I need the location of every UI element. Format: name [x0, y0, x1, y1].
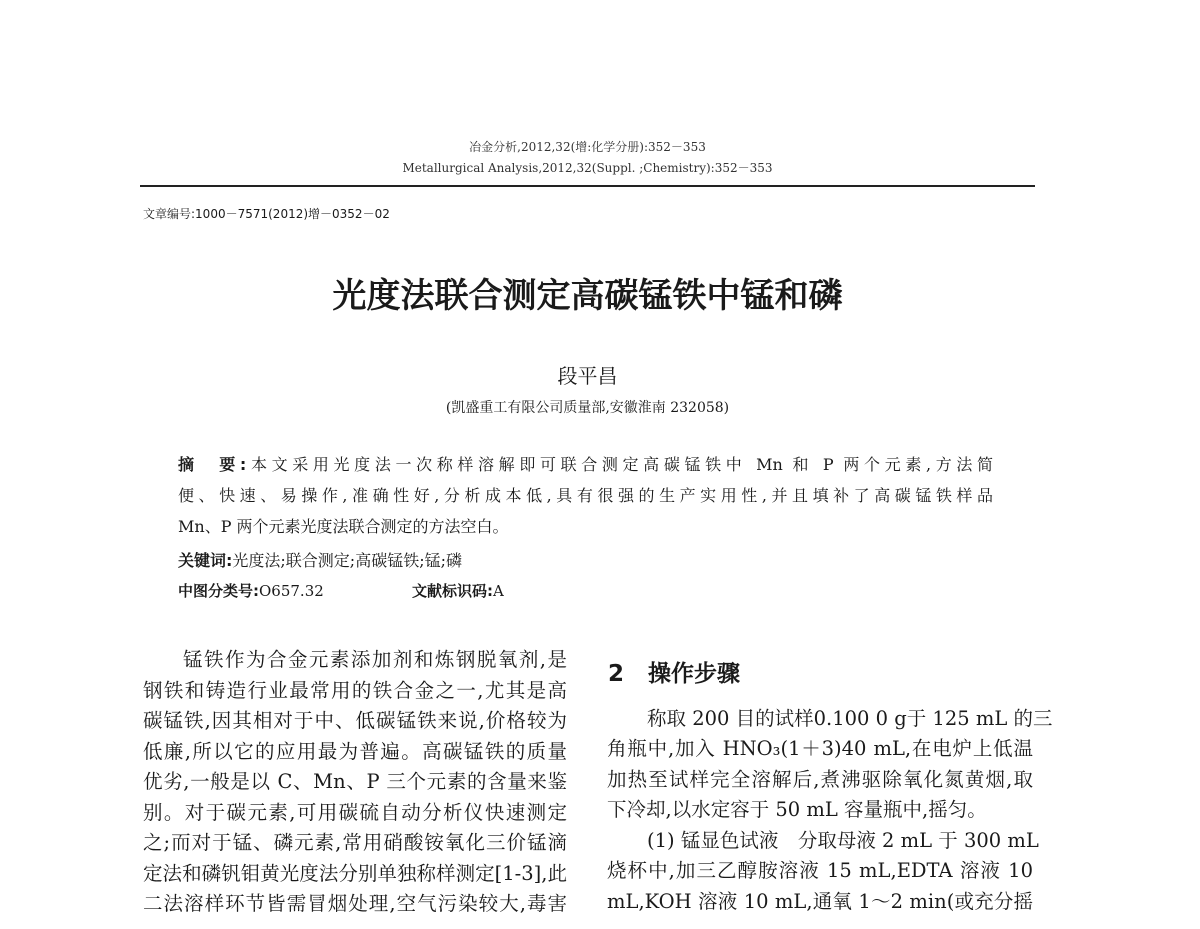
journal-header-en: Metallurgical Analysis,2012,32(Suppl. ;Chemistry):352－353	[402, 161, 773, 175]
document-code: 文献标识码:A	[412, 582, 504, 600]
body-line: 加热至试样完全溶解后,煮沸驱除氧化氮黄烟,取	[607, 768, 1033, 791]
body-line: (1) 锰显色试液 分取母液 2 mL 于 300 mL	[647, 829, 1039, 852]
body-line: 别。对于碳元素,可用碳硫自动分析仪快速测定	[143, 801, 567, 824]
body-line: 称取 200 目的试样0.100 0 g于 125 mL 的三	[647, 707, 1053, 730]
body-line: 定法和磷钒钼黄光度法分别单独称样测定[1-3],此	[143, 862, 567, 885]
body-line: 钢铁和铸造行业最常用的铁合金之一,尤其是高	[143, 679, 567, 702]
body-line: 下冷却,以水定容于 50 mL 容量瓶中,摇匀。	[607, 798, 987, 821]
classification: 中图分类号:O657.32	[178, 582, 324, 600]
body-line: 二法溶样环节皆需冒烟处理,空气污染较大,毒害	[143, 892, 567, 915]
abstract-line: 摘 要:本文采用光度法一次称样溶解即可联合测定高碳锰铁中 Mn 和 P 两个元素,方法简	[178, 455, 993, 474]
section-heading: 2 操作步骤	[608, 661, 741, 687]
body-line: 之;而对于锰、磷元素,常用硝酸铵氧化三价锰滴	[143, 831, 567, 854]
abstract-line: Mn、P 两个元素光度法联合测定的方法空白。	[178, 517, 509, 536]
keywords: 关键词:光度法;联合测定;高碳锰铁;锰;磷	[178, 551, 462, 570]
body-line: 烧杯中,加三乙醇胺溶液 15 mL,EDTA 溶液 10	[607, 859, 1033, 882]
body-line: 锰铁作为合金元素添加剂和炼钢脱氧剂,是	[183, 648, 567, 671]
paper-title: 光度法联合测定高碳锰铁中锰和磷	[332, 276, 843, 316]
body-line: 优劣,一般是以 C、Mn、P 三个元素的含量来鉴	[143, 770, 567, 793]
body-line: 低廉,所以它的应用最为普遍。高碳锰铁的质量	[143, 740, 567, 763]
abstract-line: 便、快速、易操作,准确性好,分析成本低,具有很强的生产实用性,并且填补了高碳锰铁样品	[178, 486, 993, 505]
journal-header-cn: 冶金分析,2012,32(增:化学分册):352－353	[469, 140, 706, 154]
body-line: mL,KOH 溶液 10 mL,通氧 1～2 min(或充分摇	[607, 890, 1033, 913]
affiliation: (凯盛重工有限公司质量部,安徽淮南 232058)	[445, 400, 730, 416]
body-line: 角瓶中,加入 HNO₃(1＋3)40 mL,在电炉上低温	[607, 737, 1033, 760]
keywords-label: 关键词:	[178, 551, 233, 570]
author: 段平昌	[557, 364, 618, 388]
body-line: 碳锰铁,因其相对于中、低碳锰铁来说,价格较为	[143, 709, 567, 732]
abstract-label: 摘 要:	[178, 455, 247, 474]
header-rule	[140, 185, 1035, 187]
article-number: 文章编号:1000－7571(2012)增－0352－02	[143, 207, 390, 221]
